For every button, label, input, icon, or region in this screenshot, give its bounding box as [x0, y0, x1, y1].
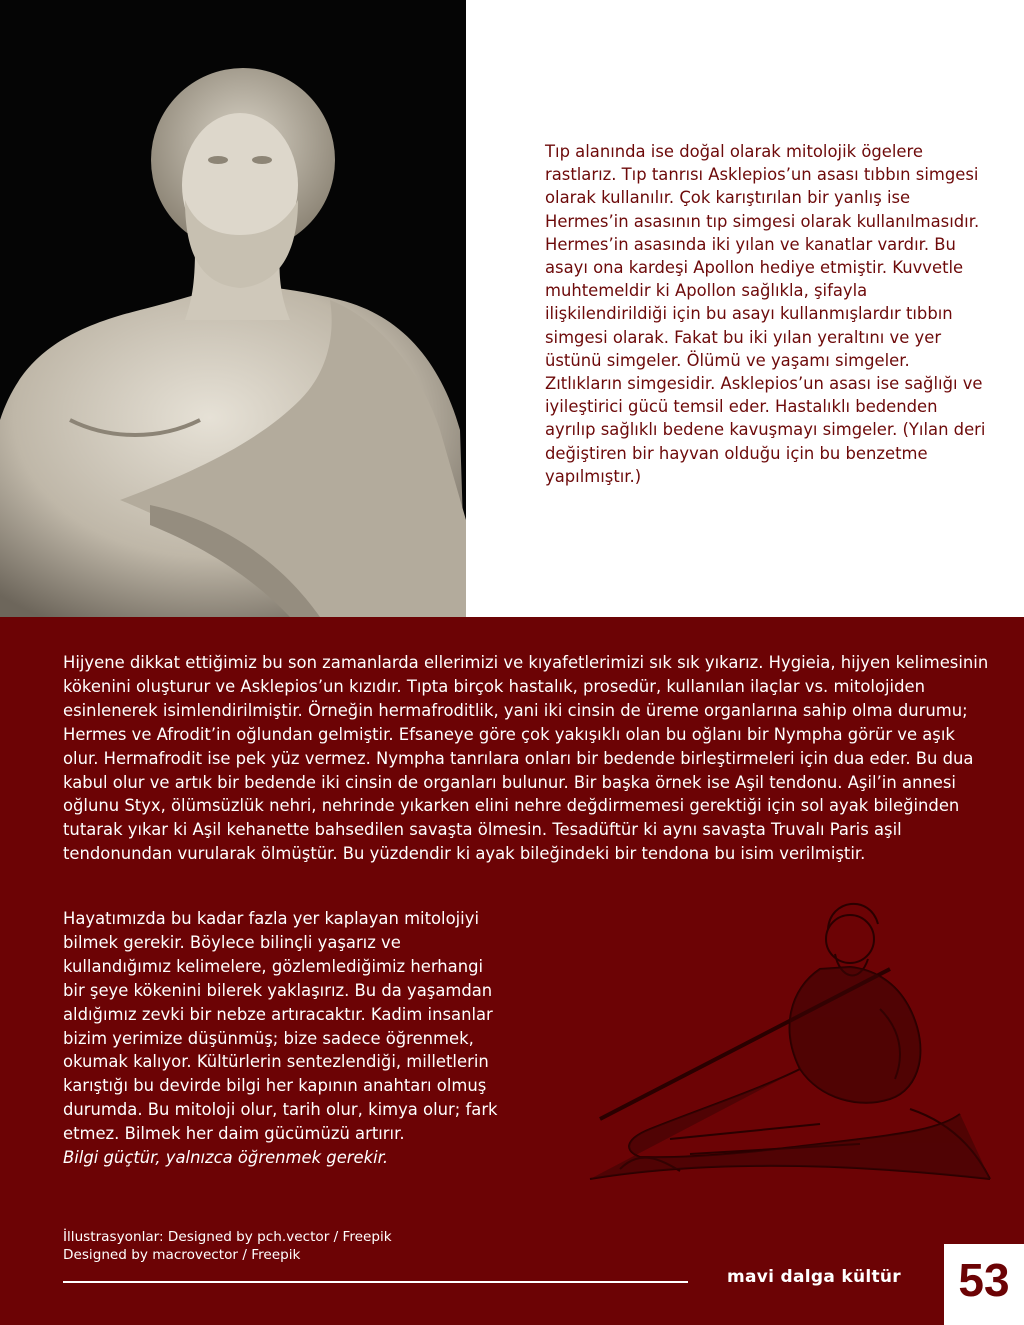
top-article-text	[545, 140, 990, 488]
closing-quote: Bilgi güçtür, yalnızca öğrenmek gerekir.	[63, 1148, 389, 1168]
bottom-section	[0, 617, 1024, 1325]
closing-paragraph	[63, 907, 503, 1170]
credits-line-2: Designed by macrovector / Freepik	[63, 1247, 301, 1263]
magazine-brand: mavi dalga kültür	[727, 1267, 901, 1287]
credits-line-1: İllustrasyonlar: Designed by pch.vector / Freepik	[63, 1229, 392, 1245]
page-number: 53	[958, 1254, 1010, 1306]
top-section	[0, 0, 1024, 617]
asklepios-statue-photo	[0, 0, 466, 617]
illustration-credits	[63, 1228, 392, 1264]
closing-paragraph-text: Hayatımızda bu kadar fazla yer kaplayan mitolojiyi bilmek gerekir. Böylece bilinçli yaşarız ve kullandığımız kelimelere, gözlemlediğimiz herhangi bir şeye kökenini bilerek yaklaşırız. Bu da yaşamdan aldığımız zevki bir nebze artıracaktır. Kadim insanlar bizim yerimize düşünmüş; bize sadece öğrenmek, okumak kalıyor. Kültürlerin sentezlendiği, milletlerin karıştığı bu devirde bilgi her kapının anahtarı olmuş durumda. Bu mitoloji olur, tarih olur, kimya olur; fark etmez. Bilmek her daim gücümüzü artırır.	[63, 909, 498, 1144]
top-paragraph: Tıp alanında ise doğal olarak mitolojik ögelere rastlarız. Tıp tanrısı Asklepios’un asası tıbbın simgesi olarak kullanılır. Çok karıştırılan bir yanlış ise Hermes’in asasının tıp simgesi olarak kullanılmasıdır. Hermes’in asasında iki yılan ve kanatlar vardır. Bu asayı ona kardeşi Apollon hediye etmiştir. Kuvvetle muhtemeldir ki Apollon sağlıkla, şifayla ilişkilendirildiği için bu asayı kullanmışlardır tıbbın simgesi olarak. Fakat bu iki yılan yeraltını ve yer üstünü simgeler. Ölümü ve yaşamı simgeler. Zıtlıkların simgesidir. Asklepios’un asası ise sağlığı ve iyileştirici gücü temsil eder. Hastalıklı bedenden ayrılıp sağlıklı bedene kavuşmayı simgeler. (Yılan deri değiştiren bir hayvan olduğu için bu benzetme yapılmıştır.)	[545, 142, 986, 486]
footer-divider	[63, 1281, 688, 1283]
reclining-god-illustration	[560, 879, 1000, 1209]
middle-paragraph: Hijyene dikkat ettiğimiz bu son zamanlarda ellerimizi ve kıyafetlerimizi sık sık yıkarız. Hygieia, hijyen kelimesinin kökenini oluşturur ve Asklepios’un kızıdır. Tıpta birçok hastalık, prosedür, kullanılan ilaçlar vs. mitolojiden esinlenerek isimlendirilmiştir. Örneğin hermafroditlik, yani iki cinsin de üreme organlarına sahip olma durumu; Hermes ve Afrodit’in oğlundan gelmiştir. Efsaneye göre çok yakışıklı olan bu oğlanı bir Nympha görür ve aşık olur. Hermafrodit ise pek yüz vermez. Nympha tanrılara onları bir bedende birleştirmeleri için dua eder. Bu dua kabul olur ve artık bir bedende iki cinsin de organları bulunur. Bir başka örnek ise Aşil tendonu. Aşil’in annesi oğlunu Styx, ölümsüzlük nehri, nehrinde yıkarken elini nehre değdirmemesi gerektiği için sol ayak bileğinden tutarak yıkar ki Aşil kehanette bahsedilen savaşta ölmesin. Tesadüftür ki aynı savaşta Truvalı Paris aşil tendonundan vurularak ölmüştür. Bu yüzdendir ki ayak bileğindeki bir tendona bu isim verilmiştir.	[63, 653, 989, 864]
page-number-box	[944, 1244, 1024, 1325]
statue-illustration	[0, 0, 466, 617]
engraving-icon	[560, 879, 1000, 1209]
